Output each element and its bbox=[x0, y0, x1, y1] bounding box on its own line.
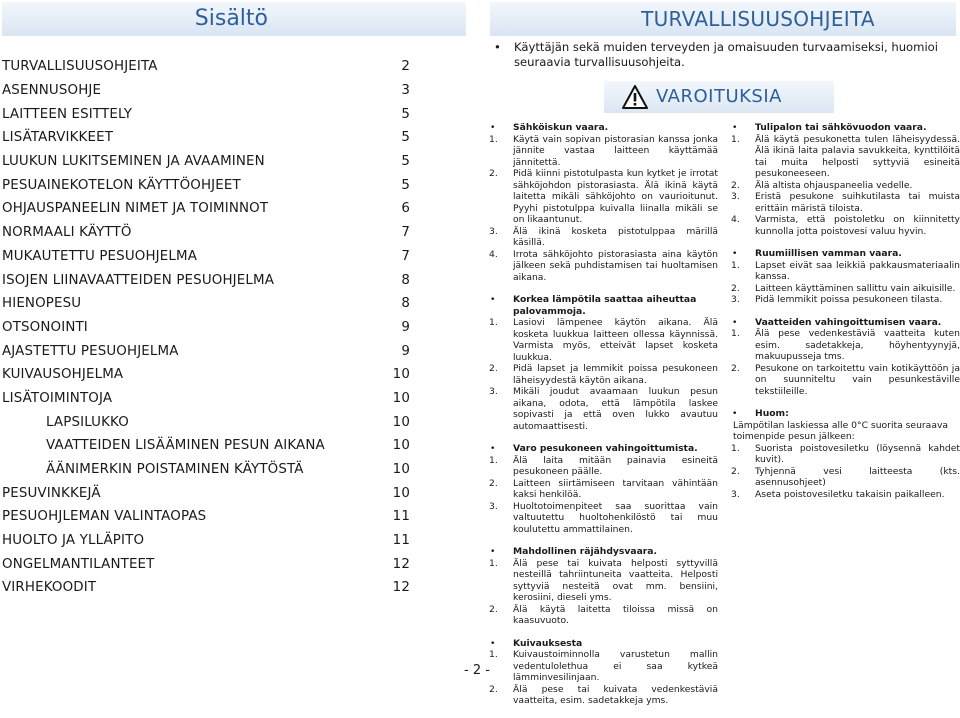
warning-item-text: Irrota sähköjohto pistorasiasta aina käytön jälkeen sekä puhdistamisen tai huoltamisen aikana. bbox=[513, 248, 718, 283]
toc-entry-label: AJASTETTU PESUOHJELMA bbox=[2, 343, 179, 359]
bullet-icon: • bbox=[732, 316, 738, 328]
toc-entry-label: LISÄTARVIKKEET bbox=[2, 130, 114, 146]
warning-section-title-text: Ruumiillisen vamman vaara. bbox=[755, 248, 902, 259]
warning-item-number: 1. bbox=[489, 454, 498, 466]
warning-item bbox=[487, 168, 718, 226]
toc-entry bbox=[2, 505, 422, 529]
warning-item-number: 3. bbox=[731, 294, 740, 305]
bullet-icon: • bbox=[490, 546, 496, 557]
toc-title: Sisältö bbox=[194, 6, 268, 31]
warning-section-title bbox=[487, 294, 718, 317]
toc-entry-label: OTSONOINTI bbox=[2, 319, 88, 335]
warning-item-text: Lasiovi lämpenee käytön aikana. Älä kosketa luukkua laitteen ollessa käynnissä. Varmista myös, etteivät lapset kosketa luukkua. bbox=[513, 317, 718, 363]
bullet-icon: • bbox=[490, 443, 496, 454]
toc-entry-label: PESUAINEKOTELON KÄYTTÖOHJEET bbox=[2, 177, 241, 193]
warning-item-number: 1. bbox=[731, 442, 740, 454]
toc-entry-label: PESUVINKKEJÄ bbox=[2, 485, 101, 501]
toc-entry-label: LAITTEEN ESITTELY bbox=[2, 106, 133, 122]
warning-section-title-text: Mahdollinen räjähdysvaara. bbox=[513, 546, 657, 557]
toc-entry bbox=[2, 221, 422, 245]
warning-item-text: Pesukone on tarkoitettu vain kotikäyttöön ja on suunniteltu vain pesunkestäville tekstiileille. bbox=[755, 362, 960, 397]
warning-item bbox=[487, 386, 718, 432]
bullet-icon: • bbox=[732, 408, 738, 419]
toc-entry-page: 5 bbox=[401, 177, 410, 193]
toc-entry-page: 8 bbox=[401, 296, 410, 312]
toc-entry-page: 12 bbox=[392, 556, 410, 572]
warning-item-number: 3. bbox=[489, 500, 498, 512]
warning-item-text: Älä ikinä kosketa pistotulppaa märillä käsillä. bbox=[513, 225, 718, 248]
warning-item bbox=[729, 260, 960, 283]
warning-item-number: 2. bbox=[489, 363, 498, 374]
toc-entry bbox=[2, 339, 422, 363]
warning-item-text: Älä altista ohjauspaneelia vedelle. bbox=[755, 179, 913, 191]
warning-section-title-text: Vaatteiden vahingoittumisen vaara. bbox=[755, 316, 942, 328]
toc-entry-label: VIRHEKOODIT bbox=[2, 580, 97, 596]
toc-entry-page: 9 bbox=[401, 319, 410, 335]
warning-item-text: Huoltotoimenpiteet saa suorittaa vain valtuutettu huoltohenkilöstö tai muu koulutettu ammattilainen. bbox=[513, 500, 718, 535]
toc-entry bbox=[2, 410, 422, 434]
warning-item-text: Eristä pesukone suihkutilasta tai muista erittäin märistä tiloista. bbox=[755, 191, 960, 214]
warning-item bbox=[487, 501, 718, 536]
toc-entry-page: 10 bbox=[392, 485, 410, 501]
toc-entry bbox=[2, 55, 422, 79]
warning-item-number: 1. bbox=[489, 133, 498, 145]
warning-section bbox=[729, 317, 960, 398]
toc-entry-page: 5 bbox=[401, 154, 410, 170]
warning-item bbox=[487, 134, 718, 169]
warning-item-number: 4. bbox=[489, 248, 498, 260]
warning-item-number: 2. bbox=[731, 282, 740, 294]
toc-entry-label: ÄÄNIMERKIN POISTAMINEN KÄYTÖSTÄ bbox=[46, 462, 304, 478]
warnings-column-right bbox=[729, 122, 960, 511]
warning-item bbox=[729, 328, 960, 363]
warning-item bbox=[487, 249, 718, 284]
toc-entry-page: 9 bbox=[401, 343, 410, 359]
warning-section-title bbox=[729, 317, 960, 329]
toc-entry-page: 10 bbox=[392, 367, 410, 383]
warning-item-text: Tyhjennä vesi laitteesta (kts. asennusohjeet) bbox=[755, 465, 960, 488]
toc-entry-label: KUIVAUSOHJELMA bbox=[2, 367, 124, 383]
warning-item-text: Käytä vain sopivan pistorasian kanssa jonka jännite vastaa laitteen käyttämää jännitettä. bbox=[513, 133, 718, 168]
warning-item-number: 1. bbox=[731, 259, 740, 271]
warning-item-text: Mikäli joudut avaamaan luukun pesun aikana, odota, että lämpötila laskee sopivasti ja että oven lukko avautuu automaattisesti. bbox=[513, 386, 718, 432]
warning-section bbox=[729, 408, 960, 500]
toc-entry bbox=[2, 197, 422, 221]
warning-item bbox=[729, 363, 960, 398]
warning-item-text: Älä pese tai kuivata helposti syttyvillä nesteillä tahriintuneita vaatteita. Helposti syttyviä nesteitä ovat mm. bensiini, kerosiini, dieseli yms. bbox=[513, 557, 718, 603]
warning-item bbox=[487, 226, 718, 249]
warning-item-number: 1. bbox=[489, 317, 498, 328]
page-number: - 2 - bbox=[464, 663, 490, 678]
warning-section-title-text: Korkea lämpötila saattaa aiheuttaa palovammoja. bbox=[513, 294, 697, 317]
toc-entry-label: PESUOHJLEMAN VALINTAOPAS bbox=[2, 509, 207, 525]
toc-entry-label: OHJAUSPANEELIN NIMET JA TOIMINNOT bbox=[2, 201, 269, 217]
warning-item bbox=[729, 191, 960, 214]
toc-entry bbox=[2, 245, 422, 269]
warning-section-title bbox=[729, 122, 960, 134]
warning-section-title bbox=[729, 248, 960, 260]
warning-section bbox=[729, 248, 960, 306]
warnings-column-left bbox=[487, 122, 718, 718]
toc-entry bbox=[2, 268, 422, 292]
warning-item bbox=[729, 466, 960, 489]
warning-label: VAROITUKSIA bbox=[656, 86, 782, 107]
toc-entry bbox=[2, 576, 422, 600]
toc-entry-page: 12 bbox=[392, 580, 410, 596]
toc-entry bbox=[2, 292, 422, 316]
warning-section-title-text: Varo pesukoneen vahingoittumista. bbox=[513, 443, 698, 454]
warning-section bbox=[487, 122, 718, 283]
toc-entry-page: 10 bbox=[392, 438, 410, 454]
warning-item bbox=[729, 283, 960, 295]
toc-entry-page: 10 bbox=[392, 414, 410, 430]
warning-item bbox=[729, 134, 960, 180]
warning-item-number: 2. bbox=[489, 603, 498, 615]
warning-item bbox=[487, 455, 718, 478]
warning-item bbox=[729, 489, 960, 501]
warning-section-title bbox=[487, 443, 718, 455]
warning-section-title-text: Huom: bbox=[755, 408, 789, 419]
toc-entry bbox=[2, 363, 422, 387]
warning-item bbox=[487, 684, 718, 707]
bullet-icon: • bbox=[490, 637, 496, 649]
toc-entry-page: 11 bbox=[392, 533, 410, 549]
toc-entry-page: 10 bbox=[392, 462, 410, 478]
warning-item-number: 2. bbox=[731, 179, 740, 191]
toc-entry-label: ONGELMANTILANTEET bbox=[2, 556, 155, 572]
warning-item-number: 2. bbox=[731, 465, 740, 477]
warning-item-text: Lapset eivät saa leikkiä pakkausmateriaalin kanssa. bbox=[755, 259, 960, 282]
warning-item bbox=[487, 558, 718, 604]
warning-triangle-icon bbox=[622, 85, 648, 109]
warning-section-title bbox=[487, 546, 718, 558]
bullet-icon: • bbox=[490, 122, 496, 133]
toc-entry-label: LISÄTOIMINTOJA bbox=[2, 390, 113, 406]
warning-item-text: Varmista, että poistoletku on kiinnitetty kunnolla jotta poistovesi valuu hyvin. bbox=[755, 214, 960, 237]
toc-entry-label: TURVALLISUUSOHJEITA bbox=[2, 59, 158, 75]
warning-item-number: 3. bbox=[731, 488, 740, 500]
warning-note-text: Lämpötilan laskiessa alle 0°C suorita seuraava toimenpide pesun jälkeen: bbox=[733, 419, 949, 442]
toc-entry-page: 6 bbox=[401, 201, 410, 217]
toc-entry-page: 10 bbox=[392, 390, 410, 406]
toc-entry bbox=[2, 458, 422, 482]
toc-entry-label: HIENOPESU bbox=[2, 296, 82, 312]
warning-item-text: Pidä lemmikit poissa pesukoneen tilasta. bbox=[755, 294, 943, 305]
toc-entry bbox=[2, 552, 422, 576]
warning-item-text: Suorista poistovesiletku (löysennä kahdet kuvit). bbox=[755, 442, 960, 465]
warning-item-number: 2. bbox=[489, 683, 498, 695]
warning-item-number: 1. bbox=[489, 557, 498, 569]
warning-banner bbox=[604, 81, 834, 113]
warning-item-number: 3. bbox=[489, 225, 498, 237]
bullet-icon: • bbox=[732, 122, 738, 133]
warning-section-title bbox=[487, 638, 718, 650]
warning-item bbox=[487, 317, 718, 363]
warning-section-title bbox=[487, 122, 718, 134]
warning-item-text: Pidä kiinni pistotulpasta kun kytket je irrotat sähköjohdon pistorasiasta. Älä ikinä käytä laitetta mikäli sähköjohto on vaurioitunut. Pyyhi pistotulppa kuivalla liinalla mikäli se on likaantunut. bbox=[513, 168, 718, 225]
warning-item bbox=[729, 294, 960, 306]
bullet-icon: • bbox=[490, 294, 496, 305]
warning-item-number: 1. bbox=[489, 649, 498, 660]
toc-entry bbox=[2, 79, 422, 103]
warning-item-text: Kuivaustoiminnolla varustetun mallin vedentulolethua ei saa kytkeä lämminvesilinjaan. bbox=[513, 649, 718, 683]
toc-entry bbox=[2, 387, 422, 411]
toc-entry-label: LUUKUN LUKITSEMINEN JA AVAAMINEN bbox=[2, 154, 265, 170]
warning-item bbox=[729, 443, 960, 466]
warning-item bbox=[487, 478, 718, 501]
warning-item-text: Aseta poistovesiletku takaisin paikalleen. bbox=[755, 488, 945, 500]
warning-item-text: Älä pese tai kuivata vedenkestäviä vaatteita, esim. sadetakkeja yms. bbox=[513, 683, 718, 706]
warning-item bbox=[729, 214, 960, 237]
toc-entry-label: ISOJEN LIINAVAATTEIDEN PESUOHJELMA bbox=[2, 272, 275, 288]
warning-item-text: Laitteen siirtämiseen tarvitaan vähintään kaksi henkilöä. bbox=[513, 477, 718, 500]
warning-section bbox=[487, 638, 718, 707]
warning-item-text: Älä laita mitään painavia esineitä pesukoneen päälle. bbox=[513, 454, 718, 477]
warning-item-text: Laitteen käyttäminen sallittu vain aikuisille. bbox=[755, 282, 956, 294]
safety-title: TURVALLISUUSOHJEITA bbox=[641, 7, 875, 31]
bullet-icon: • bbox=[494, 40, 501, 54]
warning-section bbox=[487, 546, 718, 627]
warning-item-text: Älä pese vedenkestäviä vaatteita kuten esim. sadetakkeja, höyhentyynyjä, makuupusseja tms. bbox=[755, 328, 960, 362]
warning-item bbox=[729, 180, 960, 192]
warning-section-title-text: Kuivauksesta bbox=[513, 637, 583, 649]
warning-item-number: 2. bbox=[489, 477, 498, 489]
bullet-icon: • bbox=[732, 248, 738, 259]
warning-item bbox=[487, 649, 718, 684]
toc-entry bbox=[2, 316, 422, 340]
safety-header bbox=[490, 2, 956, 36]
warning-item-text: Älä käytä pesukonetta tulen läheisyydessä. Älä ikinä laita palavia savukkeita, kynttilöitä tai muita helposti syttyviä esineitä pesukoneeseen. bbox=[755, 133, 960, 179]
warning-section bbox=[487, 443, 718, 535]
toc-entry bbox=[2, 173, 422, 197]
toc-entry bbox=[2, 481, 422, 505]
toc-entry-label: MUKAUTETTU PESUOHJELMA bbox=[2, 248, 198, 264]
warning-item-text: Pidä lapset ja lemmikit poissa pesukoneen läheisyydestä käytön aikana. bbox=[513, 363, 718, 386]
toc-entry-label: HUOLTO JA YLLÄPITO bbox=[2, 533, 145, 549]
warning-item-number: 2. bbox=[489, 168, 498, 179]
warning-item-text: Älä käytä laitetta tiloissa missä on kaasuvuoto. bbox=[513, 603, 718, 626]
toc-entry bbox=[2, 126, 422, 150]
warning-item bbox=[487, 363, 718, 386]
toc-entry-label: ASENNUSOHJE bbox=[2, 83, 102, 99]
toc-header bbox=[2, 2, 466, 36]
warning-item bbox=[487, 604, 718, 627]
warning-item-number: 4. bbox=[731, 214, 740, 225]
toc-entry bbox=[2, 102, 422, 126]
toc-entry-page: 8 bbox=[401, 272, 410, 288]
warning-section bbox=[487, 294, 718, 432]
toc-list bbox=[2, 55, 422, 600]
toc-entry-label: NORMAALI KÄYTTÖ bbox=[2, 225, 132, 241]
toc-entry-page: 5 bbox=[401, 130, 410, 146]
toc-entry-page: 7 bbox=[401, 225, 410, 241]
toc-entry-page: 5 bbox=[401, 106, 410, 122]
warning-item-number: 2. bbox=[731, 362, 740, 374]
toc-entry-label: LAPSILUKKO bbox=[46, 414, 129, 430]
toc-entry-page: 2 bbox=[401, 59, 410, 75]
warning-item-number: 1. bbox=[731, 133, 740, 145]
warning-section-title bbox=[729, 408, 960, 420]
warning-item-number: 3. bbox=[731, 191, 740, 202]
toc-entry-page: 11 bbox=[392, 509, 410, 525]
warning-section-title-text: Tulipalon tai sähkövuodon vaara. bbox=[755, 122, 927, 133]
safety-intro bbox=[494, 40, 954, 70]
toc-entry bbox=[2, 434, 422, 458]
warning-item-number: 1. bbox=[731, 328, 740, 339]
toc-entry bbox=[2, 529, 422, 553]
toc-entry bbox=[2, 150, 422, 174]
toc-entry-label: VAATTEIDEN LISÄÄMINEN PESUN AIKANA bbox=[46, 438, 325, 454]
warning-item-number: 3. bbox=[489, 386, 498, 397]
warning-section bbox=[729, 122, 960, 237]
toc-entry-page: 7 bbox=[401, 248, 410, 264]
intro-text: Käyttäjän sekä muiden terveyden ja omaisuuden turvaamiseksi, huomioi seuraavia turvallisuusohjeita. bbox=[514, 40, 938, 69]
toc-entry-page: 3 bbox=[401, 83, 410, 99]
warning-section-title-text: Sähköiskun vaara. bbox=[513, 122, 609, 133]
